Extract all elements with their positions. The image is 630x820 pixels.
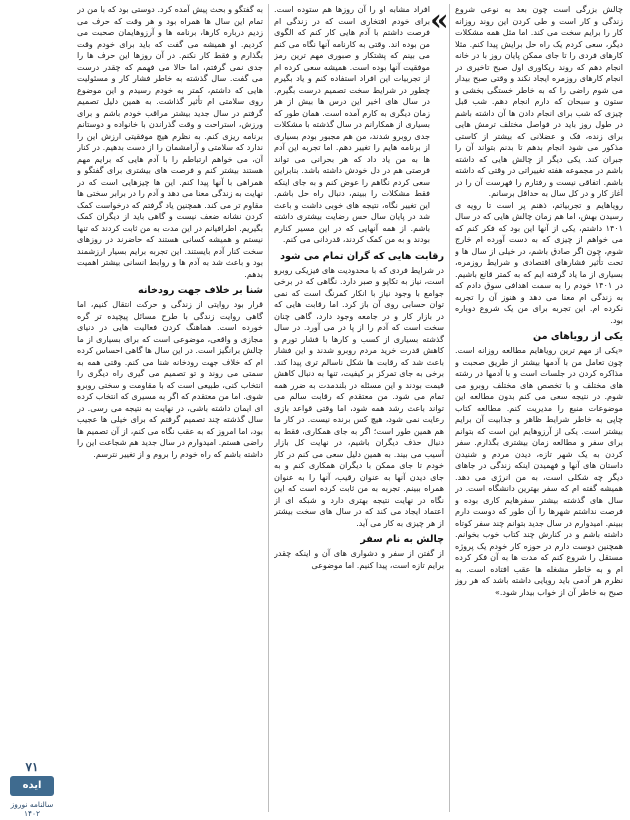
paragraph: به گفتگو و بحث پیش آمده کرد. دوستی بود که با من در تمام این سال ها همراه بود و هر وقت که حرف می زدیم درباره کارها، برنامه ها و آرزوهایمان صحبت می کردیم. او همیشه می گفت که باید برای خودم وقت بگذارم و فقط کار نکنم. در آن روزها این حرف ها را جدی نمی گرفتم، اما حالا می فهمم که چقدر درست می گفت. سال گذشته به خاطر فشار کار و مسئولیت هایی که داشتم، کمتر به خودم رسیدم و این موضوع روی سلامتی ام تأثیر گذاشت. به همین دلیل تصمیم گرفتم در سال جدید بیشتر مراقب خودم باشم و برای ورزش، استراحت و وقت گذراندن با خانواده و دوستانم برنامه ریزی کنم. به نظرم هیچ موفقیتی ارزش این را ندارد که سلامتی و آرامشمان را از دست بدهیم. در کنار آن، می خواهم ارتباطم را با آدم هایی که برایم مهم هستند بیشتر کنم و فرصت های بیشتری برای گفتگو و همراهی با آنها پیدا کنم. این ها چیزهایی است که در نهایت به زندگی معنا می دهد و آدم را در برابر سختی ها مقاوم تر می کند. همچنین یاد گرفتم که درخواست کمک کردن نشانه ضعف نیست و گاهی باید از دیگران کمک بگیریم. اطرافیانم در این مدت به من ثابت کردند که تنها نیستم و همیشه کسانی هستند که حاضرند در روزهای سخت کنار آدم بایستند. این تجربه برایم بسیار ارزشمند بود و باعث شد به آدم ها و روابط انسانی بیشتر اهمیت بدهم.: [77, 4, 263, 279]
magazine-logo: ایده: [10, 776, 54, 796]
paragraph: «یکی از مهم ترین رویاهایم مطالعه روزانه است. چون تعامل من با آدمها بیشتر از طریق صحبت و مذاکره کردن در جلسات است و با آدمها در رشته های مختلف و با تخصص های مختلف روبرو می شوم. در نتیجه سعی می کنم بدون مطالعه این موضوعات منبع را مدیریت کنم. مطالعه کتاب چاپی به خاطر شرایط ظاهر و جذابیت آن برایم بیشتر است. یکی از آرزوهایم این است که بتوانم برای سفر و مطالعه زمان بیشتری بگذارم. سفر کردن به یک شهر تازه، دیدن مردم و شنیدن داستان های آنها و فهمیدن اینکه زندگی در جاهای دیگر چه شکلی است، به من انرژی می دهد. همیشه گفته ام که سفر بهترین دانشگاه است. در سال های گذشته بیشتر سفرهایم کاری بوده و فرصت نداشتم شهرها را آن طور که دوست دارم ببینم. امیدوارم در سال جدید بتوانم چند سفر کوتاه داشته باشم و در کنارش چند کتاب خوب بخوانم. همچنین دوست دارم در حوزه کار خودم یک پروژه مستقل را شروع کنم که مدت ها به آن فکر کرده ام و به خاطر مشغله ها عقب افتاده است. به نظرم هر آدمی باید رویایی داشته باشد که هر روز صبح به خاطر آن از خواب بیدار شود.»: [455, 345, 623, 597]
page-number: ۷۱: [25, 760, 39, 774]
paragraph: از گفتن از سفر و دشواری های آن و اینکه چقدر برایم تازه است، پیدا کنیم. اما موضوعی: [274, 548, 444, 570]
issue-label: سالنامه نوروز ۱۴۰۲: [10, 800, 54, 818]
quote-mark-icon: «: [430, 3, 449, 38]
paragraph: چالش بزرگی است چون بعد به نوعی شروع زندگی و کار است و طی کردن این روند روزانه کار را برایم سخت می کند. اما مثل همه مشکلات دیگر، سعی کردم یک راه حل برایش پیدا کنم. مثلا کارهای فردی را تا جای ممکن پایان روز با در خانه انجام دهم که روند ریکاوری اول صبح تاخیری در انجام کارهای روزمره ایجاد نکند و وقتی صبح بیدار می شوم راضی را که به خاطر خستگی بخشی و ستون و سبحان که دارم انجام دهم. شب قبل چیزی که شب برای انجام دادن ها آن داشته باشم در طول روز باید در فواصل مختلف ترمش هایی برای زنده، فک و عضلانی که بیشتر از کاستی مذکور می شود انجام بدهم تا بدنم بتواند آن را جبران کند. یکی دیگر از چالش هایی که داشته باشم در مجموعه هفته تغییراتی در وقتی که داشته باشم. اتفاقی نیست و رفتارم را فهرست آن را در آغاز کار و در کل سال به حداقل برسانم.: [455, 4, 623, 198]
paragraph: رویاهایم و تجربیاتم، ذهنم پر است تا رویه ی رسیدن بهش، اما هم زمان چالش هایی که در سال ۱۴۰۱ داشتم، یکی از آنها این بود که فکر کنم که می خواهم از چیزی که به دست آورده ام خارج شوم، چون اگر صادق باشم، در خیلی از سال ها و تحت تأثیر فشارهای اقتصادی و شرایط روزمره، بسیاری از ما یاد گرفته ایم که به کمتر قانع باشیم. در ۱۴۰۱ خودم را به سمت اهدافی سوق دادم که به زندگی ام معنا می دهد و هنوز آن را تجربه نکرده ام. این تجربه برای من یک شروع دوباره بود.: [455, 199, 623, 325]
paragraph: قرار بود روایتی از زندگی و حرکت انتقال کنیم، اما گاهی روایت زندگی با طرح مسائل پیچیده تر گره خورده است. هماهنگ کردن فعالیت هایی در دنیای مجازی و واقعی، موضوعی است که برای بسیاری از ما چالش برانگیز است. در این سال ها گاهی احساس کرده ام که خلاف جهت رودخانه شنا می کنم. وقتی همه به سمتی می روند و تو تصمیم می گیری راه دیگری را انتخاب کنی، طبیعی است که با مقاومت و سختی روبرو شوی. اما من معتقدم که اگر به مسیری که انتخاب کرده ای ایمان داشته باشی، در نهایت به نتیجه می رسی. در سال گذشته چند تصمیم گرفتم که برای خیلی ها عجیب بود، اما امروز که به عقب نگاه می کنم، از آن تصمیم ها راضی هستم. امیدوارم در سال جدید هم شجاعت این را داشته باشم که راه خودم را بروم و از تغییر نترسم.: [77, 299, 263, 459]
section-heading: شنا بر خلاف جهت رودخانه: [138, 285, 263, 296]
column-divider: [268, 4, 269, 812]
column-divider: [449, 4, 450, 812]
text-column-right: [455, 4, 623, 816]
paragraph: افراد مشابه او را آن روزها هم ستوده است. برای خودم افتخاری است که در زندگی ام فرصت داشتم با آدم هایی کار کنم که الگوی من بوده اند. وقتی به کارنامه آنها نگاه می کنم می بینم که پشتکار و صبوری مهم ترین رمز موفقیت آنها بوده است. همیشه سعی کرده ام از تجربیات این افراد استفاده کنم و یاد بگیرم چطور در شرایط سخت تصمیم درست بگیرم. در سال های اخیر این درس ها بیش از هر زمان دیگری به کارم آمده است. همان طور که بسیاری از همکارانم در سال گذشته با مشکلات جدی روبرو شدند، من هم مجبور بودم بسیاری از برنامه هایم را تغییر دهم. اما تجربه این آدم ها به من یاد داد که هر بحرانی می تواند فرصتی هم در دل خودش داشته باشد. بنابراین سعی کردم نگاهم را عوض کنم و به جای اینکه فقط مشکلات را ببینم، دنبال راه حل باشم. این تغییر نگاه، نتیجه های خوبی داشت و باعث شد در پایان سال حس رضایت بیشتری داشته باشم. از همه آنهایی که در این مسیر کنارم بودند و به من کمک کردند، قدردانی می کنم.: [274, 4, 430, 244]
section-heading: یکی از رویاهای من: [532, 331, 623, 342]
paragraph: در شرایط فردی که با محدودیت های فیزیکی روبرو است، نیاز به تکاپو و صبر دارد. نگاهی که در برخی جوامع با وجود نیاز با انکار کمرنگ است که نمی توان حسابی روی آن باز کرد. اما رقابت هایی که در بازار کار و در جامعه وجود دارد، گاهی چنان سخت است که آدم را از پا در می آورد. در سال گذشته بسیاری از کسب و کارها با فشار تورم و کاهش قدرت خرید مردم روبرو شدند و این فشار باعث شد که رقابت ها شکل ناسالم تری پیدا کند. برخی به جای تمرکز بر کیفیت، تنها به دنبال کاهش قیمت بودند و این مسئله در بلندمدت به ضرر همه تمام می شود. من معتقدم که رقابت سالم می تواند باعث رشد همه شود، اما وقتی قواعد بازی رعایت نمی شود، هیچ کس برنده نیست. در کار ما هم همین طور است؛ اگر به جای همکاری، فقط به دنبال حذف دیگران باشیم، در نهایت کل بازار آسیب می بیند. به همین دلیل سعی می کنم در کار خودم تا جای ممکن با دیگران همکاری کنم و به جای دیدن آنها به عنوان رقیب، آنها را به عنوان همراه ببینم. تجربه به من ثابت کرده است که این نگاه در نهایت نتیجه بهتری دارد و شبکه ای از اعتماد ایجاد می کند که در سال های سخت بیشتر از هر چیزی به کار می آید.: [274, 264, 444, 528]
section-heading: رقابت هایی که گران تمام می شود: [280, 250, 444, 262]
text-column-middle: [274, 4, 444, 816]
text-column-left: [77, 4, 263, 816]
section-heading: چالش به نام سفر: [360, 534, 444, 545]
page-margin: [0, 0, 64, 820]
